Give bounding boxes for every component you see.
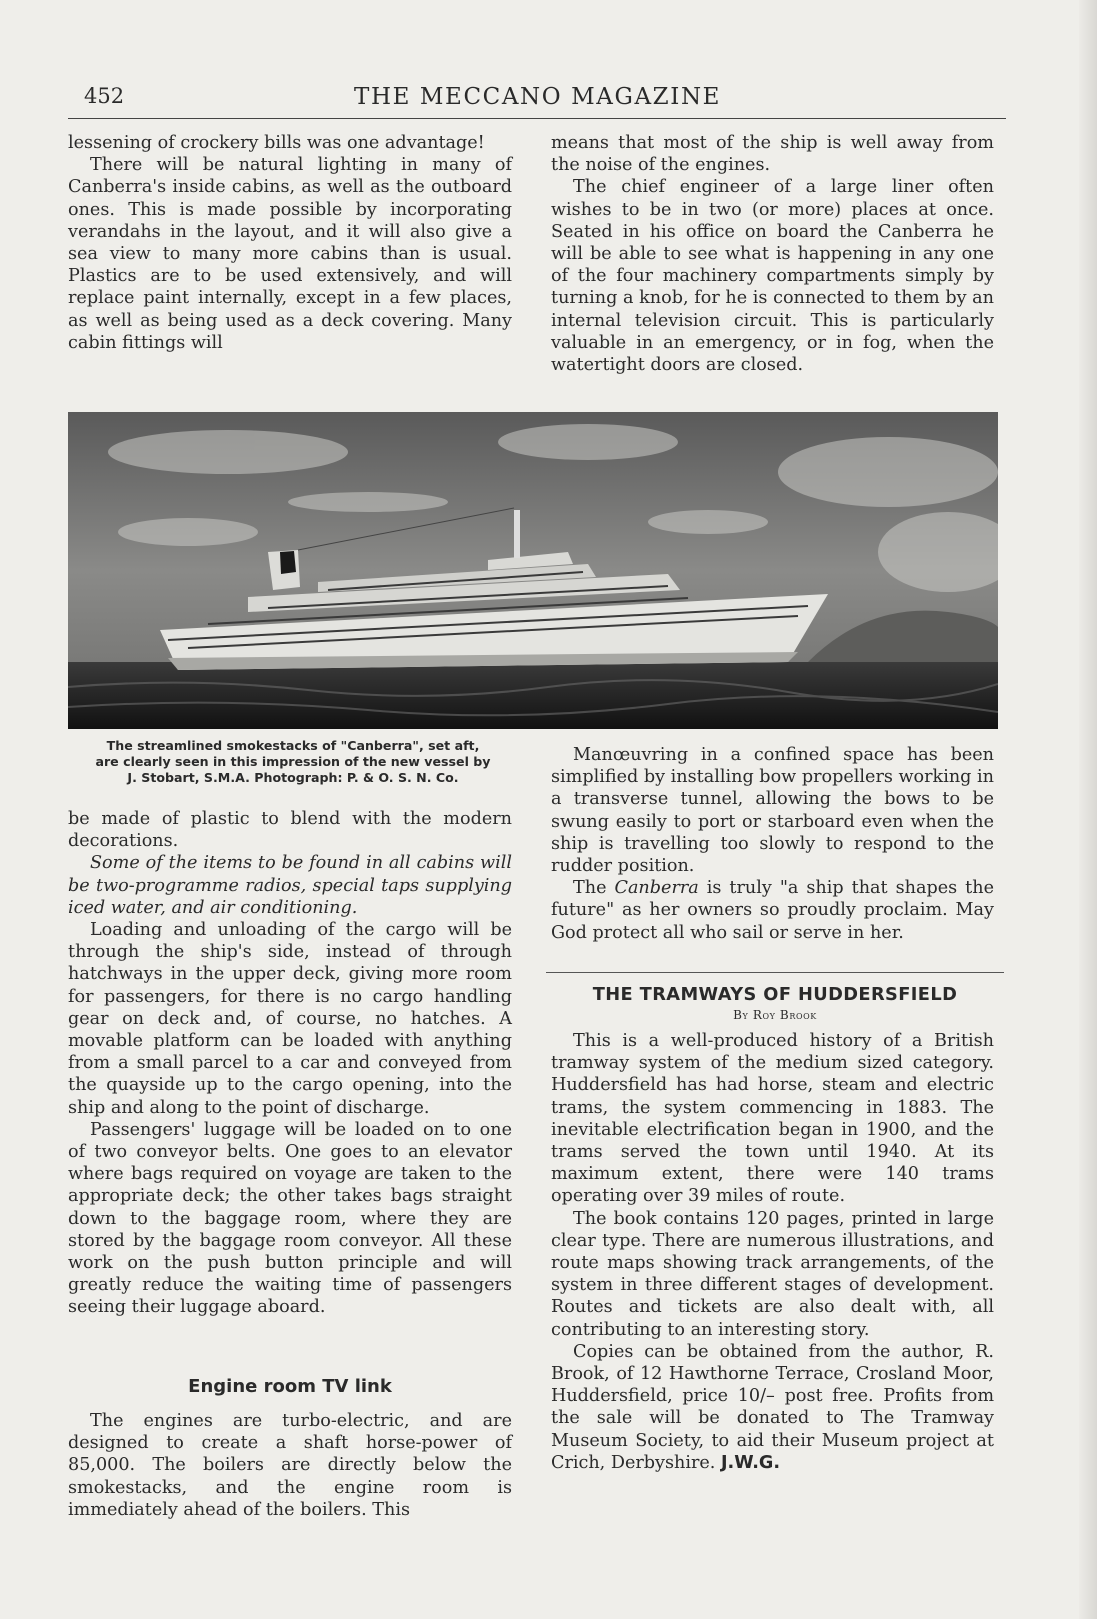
paragraph-engine-noise: means that most of the ship is well away from the noise of the engines. bbox=[551, 133, 994, 176]
caption-line: J. Stobart, S.M.A. Photograph: P. & O. S. N. Co. bbox=[127, 770, 459, 785]
magazine-title: THE MECCANO MAGAZINE bbox=[354, 84, 722, 110]
review-title: THE TRAMWAYS OF HUDDERSFIELD bbox=[592, 984, 958, 1005]
paragraph-crockery: lessening of crockery bills was one advantage! bbox=[68, 133, 485, 153]
review-initials: J.W.G. bbox=[721, 1452, 781, 1473]
caption-line: are clearly seen in this impression of the new vessel by bbox=[95, 754, 491, 769]
paragraph-review-history: This is a well-produced history of a British tramway system of the medium sized category. Huddersfield has had horse, steam and electric trams, the system commencing in 1883. The inevitable electrification began in 1900, and the trams served the town until 1940. At its maximum extent, there were 140 trams operating over 39 miles of route. bbox=[551, 1031, 994, 1207]
paragraph-engines: The engines are turbo-electric, and are designed to create a shaft horse-power of 85,000. The boilers are directly below the smokestacks, and the engine room is immediately ahead of the boilers. This bbox=[68, 1411, 512, 1520]
page-header bbox=[68, 82, 1006, 119]
photo-caption bbox=[68, 738, 518, 786]
column-right-top bbox=[551, 132, 994, 376]
page-number: 452 bbox=[84, 84, 125, 108]
column-right-bottom bbox=[551, 744, 994, 944]
paragraph-cabin-items: Some of the items to be found in all cabins will be two-programme radios, special taps supplying iced water, and air conditioning. bbox=[68, 853, 512, 918]
paragraph-lighting: There will be natural lighting in many of Canberra's inside cabins, as well as the outboard ones. This is made possible by incorporating verandahs in the layout, and it will also give a sea view to many more cabins than is usual. Plastics are to be used extensively, and will replace paint internally, except in a few places, as well as being used as a deck covering. Many cabin fittings will bbox=[68, 155, 512, 353]
review-byline: By Roy Brook bbox=[733, 1008, 817, 1022]
paragraph-review-copies bbox=[551, 1341, 994, 1474]
section-divider bbox=[546, 972, 1004, 973]
column-left-bottom bbox=[68, 808, 512, 1319]
ship-illustration bbox=[68, 412, 998, 729]
paragraph-chief-engineer: The chief engineer of a large liner often wishes to be in two (or more) places at once. Seated in his office on board the Canberra he will be able to see what is happening in any one of the four machinery compartments simply by turning a knob, for he is connected to them by an internal television circuit. This is particularly valuable in an emergency, or in fog, when the watertight doors are closed. bbox=[551, 177, 994, 376]
column-left-engines bbox=[68, 1410, 512, 1521]
paragraph-cargo: Loading and unloading of the cargo will be through the ship's side, instead of through hatchways in the upper deck, giving more room for passengers, for there is no cargo handling gear on deck and, of course, no hatches. A movable platform can be loaded with anything from a small parcel to a car and conveyed from the quayside up to the cargo opening, into the ship and along to the point of discharge. bbox=[68, 920, 512, 1118]
ship-name: Canberra bbox=[614, 878, 699, 899]
paragraph-manoeuvring: Manœuvring in a confined space has been simplified by installing bow propellers working in a transverse tunnel, allowing the bows to be swung easily to port or starboard even when the ship is travelling too slowly to respond to the rudder position. bbox=[551, 745, 994, 877]
text-fragment: Copies can be obtained from the author, R. Brook, of 12 Hawthorne Terrace, Crosland Moor, Huddersfield, price 10/– post free. Profits from the sale will be donated to The Tramway Museum Society, to aid their Museum project at Crich, Derbyshire. bbox=[551, 1341, 994, 1473]
paragraph-ship-future bbox=[551, 877, 994, 944]
paragraph-luggage: Passengers' luggage will be loaded on to one of two conveyor belts. One goes to an elevator where bags required on voyage are taken to the appropriate deck; the other takes bags straight down to the baggage room, where they are stored by the baggage room conveyor. All these work on the push button principle and will greatly reduce the waiting time of passengers seeing their luggage aboard. bbox=[68, 1119, 512, 1318]
subheading-engine-room: Engine room TV link bbox=[188, 1376, 392, 1397]
text-fragment: is truly "a ship that shapes the future" as her owners so proudly proclaim. May God protect all who sail or serve in her. bbox=[551, 878, 994, 943]
paragraph-plastic: be made of plastic to blend with the modern decorations. bbox=[68, 809, 512, 852]
paragraph-review-book: The book contains 120 pages, printed in large clear type. There are numerous illustrations, and route maps showing track arrangements, of the system in three different stages of development. Routes and tickets are also dealt with, all contributing to an interesting story. bbox=[551, 1208, 994, 1340]
page-edge-shadow bbox=[1079, 0, 1097, 1619]
column-review bbox=[551, 1030, 994, 1474]
text-fragment: The bbox=[573, 878, 615, 899]
caption-line: The streamlined smokestacks of "Canberra", set aft, bbox=[106, 738, 480, 753]
column-left-top bbox=[68, 132, 512, 354]
